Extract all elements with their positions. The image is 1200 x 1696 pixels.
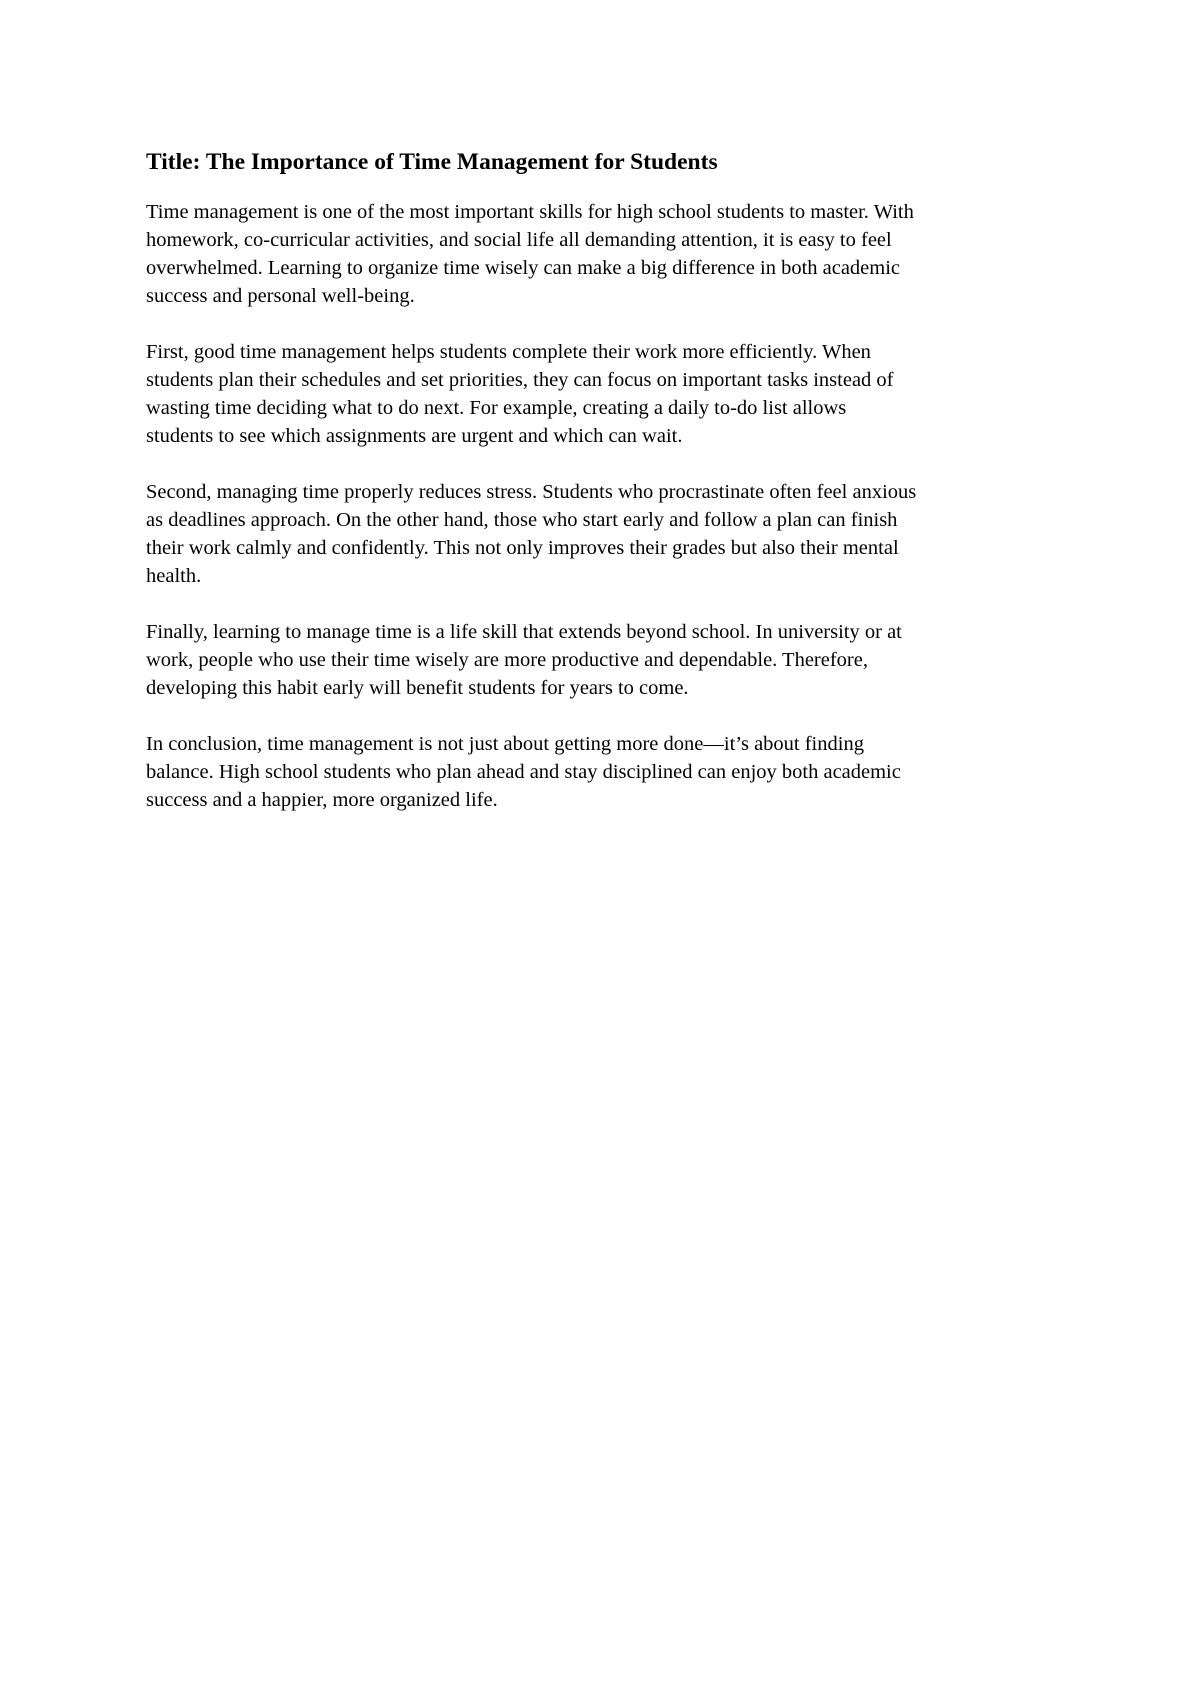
paragraph-conclusion — [146, 730, 1076, 814]
paragraph-line: success and personal well-being. — [146, 285, 415, 307]
paragraph-line: health. — [146, 565, 202, 587]
paragraph-line: as deadlines approach. On the other hand, those who start early and follow a plan can finish — [146, 509, 898, 531]
paragraph-finally — [146, 618, 1076, 702]
paragraph-line: In conclusion, time management is not just about getting more done—it’s about finding — [146, 733, 864, 755]
paragraph-line: students to see which assignments are urgent and which can wait. — [146, 425, 683, 447]
paragraph-line: First, good time management helps students complete their work more efficiently. When — [146, 341, 871, 363]
paragraph-line: success and a happier, more organized life. — [146, 789, 498, 811]
paragraph-line: work, people who use their time wisely are more productive and dependable. Therefore, — [146, 649, 868, 671]
paragraph-line: homework, co-curricular activities, and social life all demanding attention, it is easy to feel — [146, 229, 892, 251]
document-body — [146, 148, 1076, 842]
paragraph-line: their work calmly and confidently. This not only improves their grades but also their mental — [146, 537, 899, 559]
paragraph-line: overwhelmed. Learning to organize time wisely can make a big difference in both academic — [146, 257, 901, 279]
paragraph-line: balance. High school students who plan ahead and stay disciplined can enjoy both academic — [146, 761, 901, 783]
paragraph-line: Finally, learning to manage time is a life skill that extends beyond school. In university or at — [146, 621, 902, 643]
paragraph-line: developing this habit early will benefit students for years to come. — [146, 677, 689, 699]
paragraph-first — [146, 338, 1076, 450]
paragraph-line: Time management is one of the most important skills for high school students to master. With — [146, 201, 914, 223]
paragraph-second — [146, 478, 1076, 590]
paragraph-intro — [146, 198, 1076, 310]
paragraph-line: wasting time deciding what to do next. For example, creating a daily to-do list allows — [146, 397, 847, 419]
document-title: Title: The Importance of Time Management for Students — [146, 149, 718, 175]
paragraph-line: Second, managing time properly reduces stress. Students who procrastinate often feel anxious — [146, 481, 917, 503]
paragraph-line: students plan their schedules and set priorities, they can focus on important tasks instead of — [146, 369, 894, 391]
